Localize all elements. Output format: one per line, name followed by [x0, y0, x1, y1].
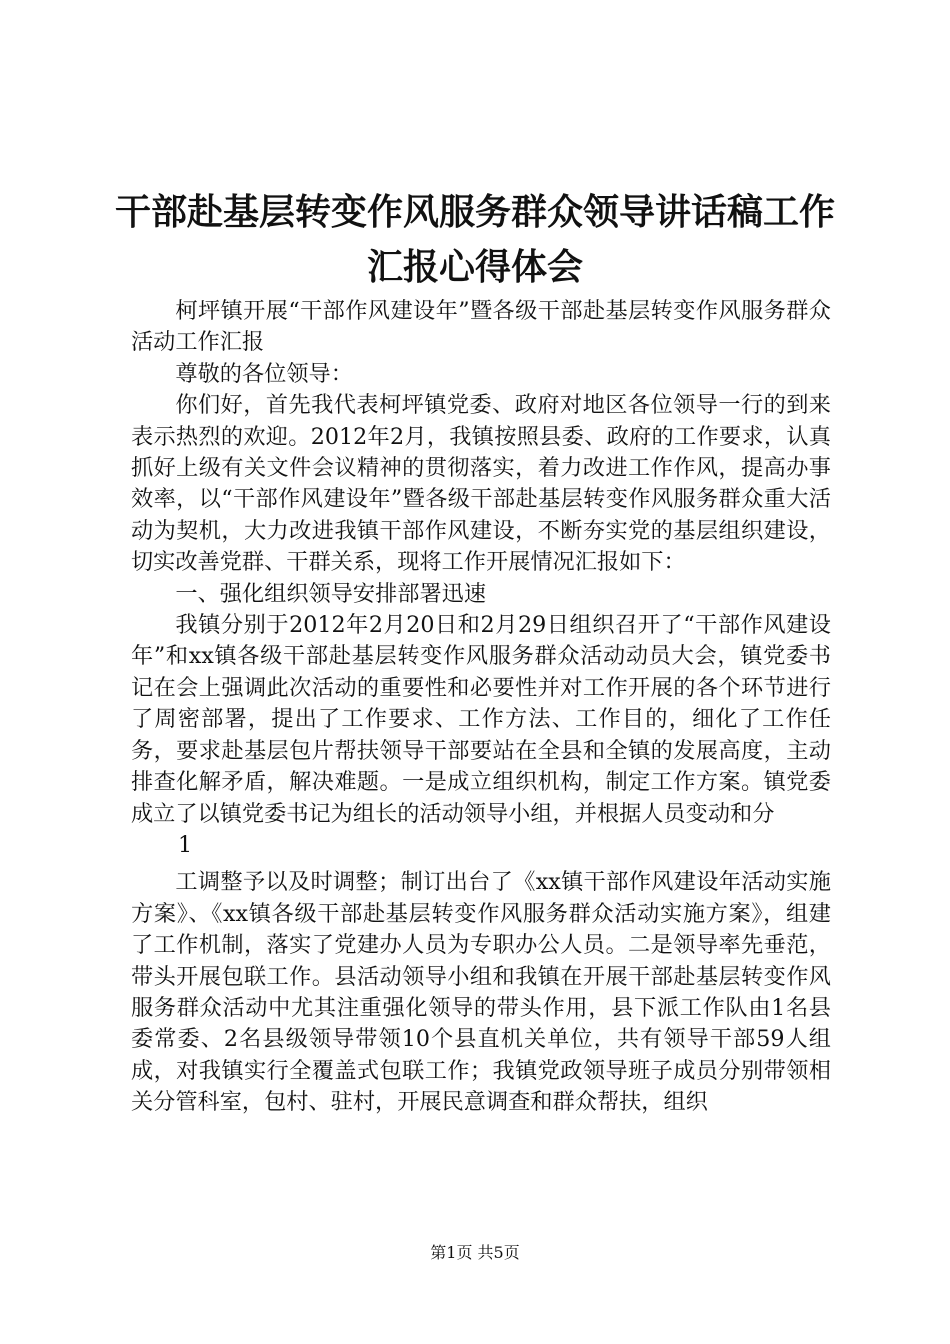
paragraph: 柯坪镇开展“干部作风建设年”暨各级干部赴基层转变作风服务群众活动工作汇报 — [131, 298, 831, 356]
paragraph: 我镇分别于2012年2月20日和2月29日组织召开了“干部作风建设年”和xx镇各级干部赴基层转变作风服务群众活动动员大会，镇党委书记在会上强调此次活动的重要性和必要性并对工作开展的各个环节进行了周密部署，提出了工作要求、工作方法、工作目的，细化了工作任务，要求赴基层包片帮扶领导干部要站在全县和全镇的发展高度，主动排查化解矛盾，解决难题。一是成立组织机构，制定工作方案。镇党委成立了以镇党委书记为组长的活动领导小组，并根据人员变动和分 — [131, 612, 831, 827]
page-footer: 第1页 共5页 — [430, 1243, 520, 1262]
paragraph: 工调整予以及时调整；制订出台了《xx镇干部作风建设年活动实施方案》、《xx镇各级干部赴基层转变作风服务群众活动实施方案》，组建了工作机制，落实了党建办人员为专职办公人员。二是领导率先垂范，带头开展包联工作。县活动领导小组和我镇在开展干部赴基层转变作风服务群众活动中尤其注重强化领导的带头作用，县下派工作队由1名县委常委、2名县级领导带领10个县直机关单位，共有领导干部59人组成，对我镇实行全覆盖式包联工作；我镇党政领导班子成员分别带领相关分管科室，包村、驻村，开展民意调查和群众帮扶，组织 — [131, 869, 831, 1116]
paragraph: 你们好，首先我代表柯坪镇党委、政府对地区各位领导一行的到来表示热烈的欢迎。2012年2月，我镇按照县委、政府的工作要求，认真抓好上级有关文件会议精神的贯彻落实，着力改进工作作风，提高办事效率，以“干部作风建设年”暨各级干部赴基层转变作风服务群众重大活动为契机，大力改进我镇干部作风建设，不断夯实党的基层组织建设，切实改善党群、干群关系，现将工作开展情况汇报如下： — [131, 392, 831, 576]
inline-page-number: 1 — [178, 831, 193, 858]
document-title-line1: 干部赴基层转变作风服务群众领导讲话稿工作 — [114, 191, 835, 233]
section-heading: 一、强化组织领导安排部署迅速 — [175, 580, 487, 607]
document-title-line2: 汇报心得体会 — [366, 246, 583, 288]
document-body — [131, 296, 831, 1119]
paragraph: 尊敬的各位领导： — [175, 360, 353, 387]
